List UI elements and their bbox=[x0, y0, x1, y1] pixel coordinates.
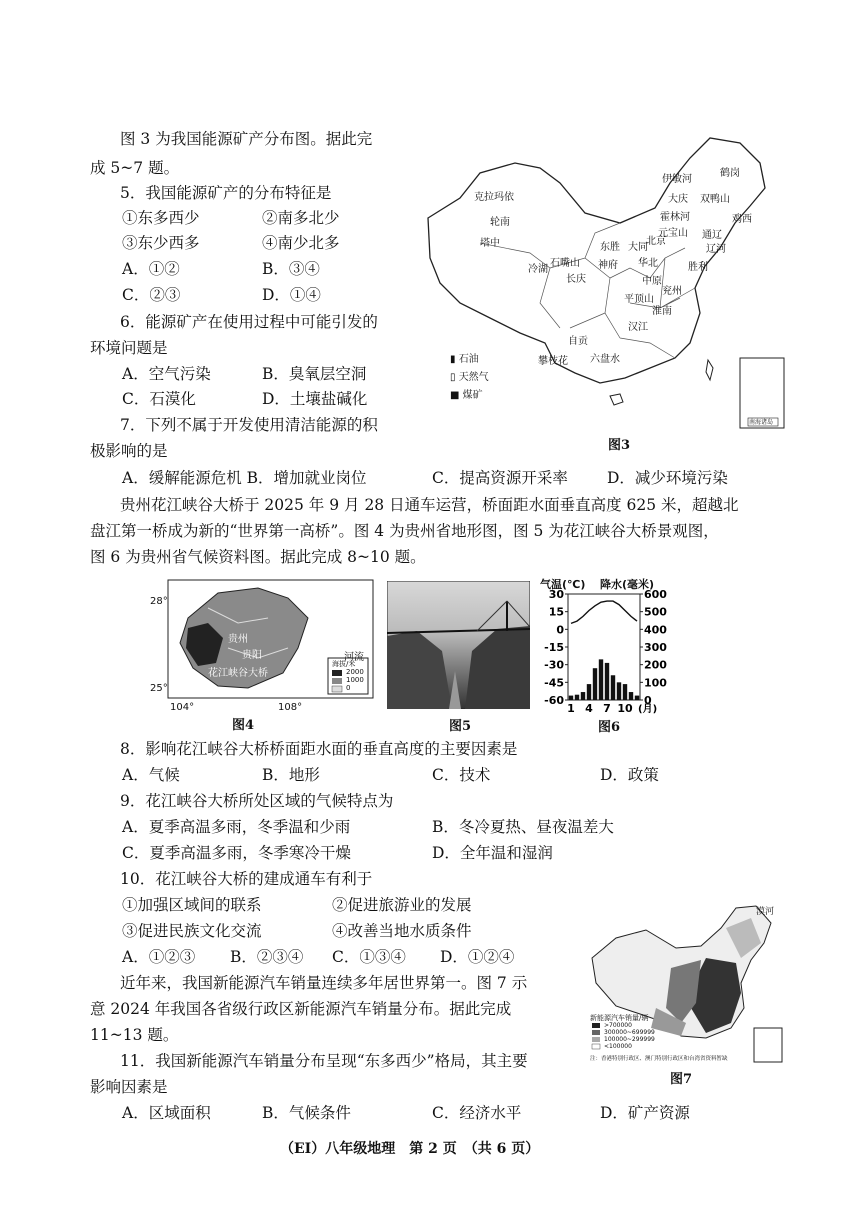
precip-tick-label: 100 bbox=[644, 676, 667, 690]
precip-tick-label: 400 bbox=[644, 623, 667, 637]
legend-swatch-high bbox=[332, 670, 342, 676]
precip-bar bbox=[581, 692, 585, 700]
map-label: 华北 bbox=[638, 258, 658, 269]
precip-bar bbox=[575, 695, 579, 700]
legend-label: <100000 bbox=[604, 1043, 632, 1050]
intro8-line2: 盘江第一桥成为新的“世界第一高桥”。图 4 为贵州省地形图，图 5 为花江峡谷大桥景观图， bbox=[90, 522, 719, 540]
map-label: 胜利 bbox=[688, 262, 708, 273]
precip-tick-label: 300 bbox=[644, 641, 667, 654]
q10-opt: ②促进旅游业的发展 bbox=[332, 896, 472, 914]
inset-label: 南海诸岛 bbox=[749, 419, 774, 426]
lat-label: 28° bbox=[150, 596, 168, 607]
lon-label: 104° bbox=[170, 702, 195, 713]
legend-label: >700000 bbox=[604, 1022, 632, 1029]
month-suffix: (月) bbox=[638, 704, 658, 715]
month-tick-label: 1 bbox=[567, 702, 575, 715]
q5-opt: B．③④ bbox=[262, 260, 320, 278]
fig3-legend bbox=[450, 350, 489, 401]
q11-opt: A．区域面积 bbox=[122, 1104, 211, 1122]
map-label: 神府 bbox=[598, 260, 618, 271]
intro3-line2: 成 5~7 题。 bbox=[90, 159, 180, 177]
q9-opt: C．夏季高温多雨，冬季寒冷干燥 bbox=[122, 844, 351, 862]
q9-opt: B．冬冷夏热、昼夜温差大 bbox=[432, 818, 614, 836]
precip-axis-title: 降水(毫米) bbox=[600, 578, 655, 591]
q8-opt: D．政策 bbox=[600, 766, 659, 784]
legend-title: 新能源汽车销量/辆 bbox=[590, 1014, 649, 1022]
temp-line bbox=[571, 601, 637, 623]
q8-opt: A．气候 bbox=[122, 766, 180, 784]
q8-opt: B．地形 bbox=[262, 766, 320, 784]
q6-opt: A．空气污染 bbox=[122, 365, 211, 383]
q11-opt: C．经济水平 bbox=[432, 1104, 522, 1122]
precip-bar bbox=[617, 682, 621, 700]
legend-label: 石油 bbox=[458, 354, 479, 365]
q10-opt: ④改善当地水质条件 bbox=[332, 922, 472, 940]
temp-tick-label: 30 bbox=[548, 590, 564, 601]
fig4-caption: 图4 bbox=[232, 718, 255, 733]
map-label: 淮南 bbox=[652, 306, 672, 317]
figure-6-climate bbox=[540, 576, 670, 735]
figure-5-photo bbox=[387, 581, 530, 734]
q5-opt: ④南少北多 bbox=[262, 234, 340, 252]
temp-axis-title: 气温(℃) bbox=[540, 578, 586, 591]
hainan-island bbox=[610, 394, 623, 405]
precip-bar bbox=[569, 696, 573, 700]
q10-opt: D．①②④ bbox=[440, 948, 515, 966]
map-label: 六盘水 bbox=[590, 354, 620, 365]
map-label: 辽河 bbox=[706, 244, 726, 255]
fig3-caption: 图3 bbox=[608, 438, 631, 453]
legend-label: 300000~699999 bbox=[604, 1029, 655, 1036]
map-note: 注：香港特别行政区、澳门特别行政区和台湾省资料暂缺 bbox=[590, 1056, 728, 1062]
q10-opt: C．①③④ bbox=[332, 948, 406, 966]
q11-opt: D．矿产资源 bbox=[600, 1104, 690, 1122]
precip-bar bbox=[587, 684, 591, 700]
precip-tick-label: 500 bbox=[644, 605, 667, 619]
legend-swatch-mid bbox=[332, 678, 342, 684]
precip-bar bbox=[593, 668, 597, 700]
q5-opt: D．①④ bbox=[262, 286, 321, 304]
legend-label: 0 bbox=[346, 684, 351, 692]
map-label: 鹤岗 bbox=[720, 168, 740, 179]
precip-bar bbox=[605, 663, 609, 700]
month-tick-label: 10 bbox=[617, 702, 633, 715]
map-label: 花江峡谷大桥 bbox=[208, 668, 268, 679]
q6-stem: 环境问题是 bbox=[90, 339, 168, 357]
legend-swatch-1 bbox=[592, 1044, 600, 1049]
intro8-line1: 贵州花江峡谷大桥于 2025 年 9 月 28 日通车运营，桥面距水面垂直高度 625 米，超越北 bbox=[120, 496, 739, 514]
month-tick-label: 4 bbox=[585, 702, 593, 715]
map-label: 轮南 bbox=[490, 217, 510, 228]
fig7-caption: 图7 bbox=[670, 1072, 693, 1087]
map-label: 贵州 bbox=[228, 634, 248, 645]
q8-stem: 8．影响花江峡谷大桥桥面距水面的垂直高度的主要因素是 bbox=[120, 740, 518, 758]
lat-label: 25° bbox=[150, 683, 168, 694]
chart-frame bbox=[568, 594, 640, 700]
map-label: 大同 bbox=[628, 242, 648, 253]
temp-tick-label: -15 bbox=[544, 641, 564, 654]
q7-opt: D．减少环境污染 bbox=[607, 469, 728, 487]
legend-label: 河流 bbox=[344, 652, 364, 663]
legend-swatch-low bbox=[332, 686, 342, 692]
q6-stem: 6．能源矿产在使用过程中可能引发的 bbox=[120, 313, 378, 331]
legend-swatch-3 bbox=[592, 1030, 600, 1035]
precip-bar bbox=[629, 692, 633, 700]
coal-icon: ■ bbox=[450, 390, 463, 401]
q5-opt: ③东少西多 bbox=[122, 234, 200, 252]
map-label: 东胜 bbox=[600, 242, 620, 253]
month-tick-label: 7 bbox=[603, 702, 611, 715]
temp-tick-label: 15 bbox=[548, 605, 564, 619]
map-label: 鸡西 bbox=[732, 214, 752, 225]
map-label: 平顶山 bbox=[624, 294, 654, 305]
china-outline bbox=[428, 138, 765, 383]
map-label: 大庆 bbox=[668, 194, 688, 205]
q9-opt: A．夏季高温多雨，冬季温和少雨 bbox=[122, 818, 351, 836]
q5-opt: ②南多北少 bbox=[262, 209, 340, 227]
figure-4-terrain bbox=[148, 578, 378, 733]
legend-label: 100000~299999 bbox=[604, 1036, 655, 1043]
map-label: 漠河 bbox=[756, 907, 775, 917]
q11-opt: B．气候条件 bbox=[262, 1104, 351, 1122]
map-label: 长庆 bbox=[566, 274, 586, 285]
figure-7-ev-map bbox=[586, 898, 786, 1087]
legend-label: 煤矿 bbox=[462, 390, 483, 401]
intro11-line3: 11~13 题。 bbox=[90, 1026, 179, 1044]
oil-icon: ▮ bbox=[450, 354, 459, 365]
intro3-line1: 图 3 为我国能源矿产分布图。据此完 bbox=[120, 130, 373, 148]
q5-opt: C．②③ bbox=[122, 286, 181, 304]
gas-icon: ▯ bbox=[450, 372, 459, 383]
q9-opt: D．全年温和湿润 bbox=[432, 844, 553, 862]
q10-stem: 10．花江峡谷大桥的建成通车有利于 bbox=[120, 870, 373, 888]
map-label: 贵阳 bbox=[242, 650, 262, 661]
precip-tick-label: 600 bbox=[644, 590, 667, 601]
map-label: 攀枝花 bbox=[538, 356, 568, 367]
map-label: 北京 bbox=[646, 236, 666, 247]
q5-opt: ①东多西少 bbox=[122, 209, 200, 227]
q10-opt: B．②③④ bbox=[230, 948, 304, 966]
climate-chart-svg bbox=[540, 590, 670, 730]
precip-tick-label: 200 bbox=[644, 658, 667, 672]
precip-bar bbox=[611, 675, 615, 700]
precip-bar bbox=[635, 696, 639, 700]
map-label: 双鸭山 bbox=[700, 194, 730, 205]
map-label: 克拉玛依 bbox=[474, 192, 514, 203]
precip-bar bbox=[623, 684, 627, 700]
intro11-line2: 意 2024 年我国各省级行政区新能源汽车销量分布。据此完成 bbox=[90, 1000, 512, 1018]
fig7-inset bbox=[754, 1028, 782, 1062]
map-label: 兖州 bbox=[662, 286, 682, 297]
q6-opt: D．土壤盐碱化 bbox=[262, 390, 368, 408]
q10-opt: ①加强区域间的联系 bbox=[122, 896, 262, 914]
q6-opt: B．臭氧层空洞 bbox=[262, 365, 367, 383]
legend-swatch-4 bbox=[592, 1023, 600, 1028]
lon-label: 108° bbox=[278, 702, 303, 713]
guizhou-terrain-svg bbox=[148, 578, 378, 708]
map-label: 汉江 bbox=[628, 322, 648, 333]
fig6-caption: 图6 bbox=[598, 720, 621, 735]
map-label: 中原 bbox=[642, 276, 662, 287]
page-footer: （EI）八年级地理 第 2 页 （共 6 页） bbox=[280, 1141, 540, 1157]
temp-tick-label: -60 bbox=[544, 694, 564, 707]
bridge-photo bbox=[387, 581, 530, 709]
q11-stem: 11．我国新能源汽车销量分布呈现“东多西少”格局，其主要 bbox=[120, 1052, 528, 1070]
legend-label: 海拔/米 bbox=[332, 660, 356, 668]
q7-stem: 极影响的是 bbox=[90, 442, 168, 460]
precip-tick-label: 0 bbox=[644, 694, 652, 707]
q7-stem: 7．下列不属于开发使用清洁能源的积 bbox=[120, 416, 378, 434]
legend-swatch-2 bbox=[592, 1037, 600, 1042]
map-label: 伊敏河 bbox=[662, 174, 692, 185]
q7-opt: A．缓解能源危机 B．增加就业岗位 bbox=[122, 469, 367, 487]
q11-stem: 影响因素是 bbox=[90, 1078, 168, 1096]
intro8-line3: 图 6 为贵州省气候资料图。据此完成 8~10 题。 bbox=[90, 548, 426, 566]
q9-stem: 9．花江峡谷大桥所处区域的气候特点为 bbox=[120, 792, 394, 810]
fig5-caption: 图5 bbox=[449, 719, 472, 734]
q7-opt: C．提高资源开采率 bbox=[432, 469, 568, 487]
q6-opt: C．石漠化 bbox=[122, 390, 196, 408]
q5-opt: A．①② bbox=[122, 260, 180, 278]
legend-label: 1000 bbox=[346, 676, 364, 684]
map-label: 通辽 bbox=[702, 230, 722, 241]
legend-label: 天然气 bbox=[458, 372, 489, 383]
q5-stem: 5．我国能源矿产的分布特征是 bbox=[120, 184, 332, 202]
map-label: 元宝山 bbox=[658, 228, 688, 239]
legend-label: 2000 bbox=[346, 668, 364, 676]
precip-bar bbox=[599, 659, 603, 700]
map-label: 石嘴山 bbox=[550, 258, 580, 269]
q10-opt: ③促进民族文化交流 bbox=[122, 922, 262, 940]
q10-opt: A．①②③ bbox=[122, 948, 196, 966]
taiwan-island bbox=[706, 360, 713, 380]
map-label: 塔中 bbox=[480, 238, 500, 249]
intro11-line1: 近年来，我国新能源汽车销量连续多年居世界第一。图 7 示 bbox=[120, 974, 528, 992]
map-label: 自贡 bbox=[568, 336, 588, 347]
temp-tick-label: -45 bbox=[544, 676, 564, 690]
map-label: 霍林河 bbox=[660, 212, 690, 223]
temp-tick-label: 0 bbox=[556, 623, 564, 637]
figure-3-map bbox=[420, 128, 788, 453]
q8-opt: C．技术 bbox=[432, 766, 491, 784]
map-label: 冷湖 bbox=[528, 264, 548, 275]
temp-tick-label: -30 bbox=[544, 658, 564, 672]
